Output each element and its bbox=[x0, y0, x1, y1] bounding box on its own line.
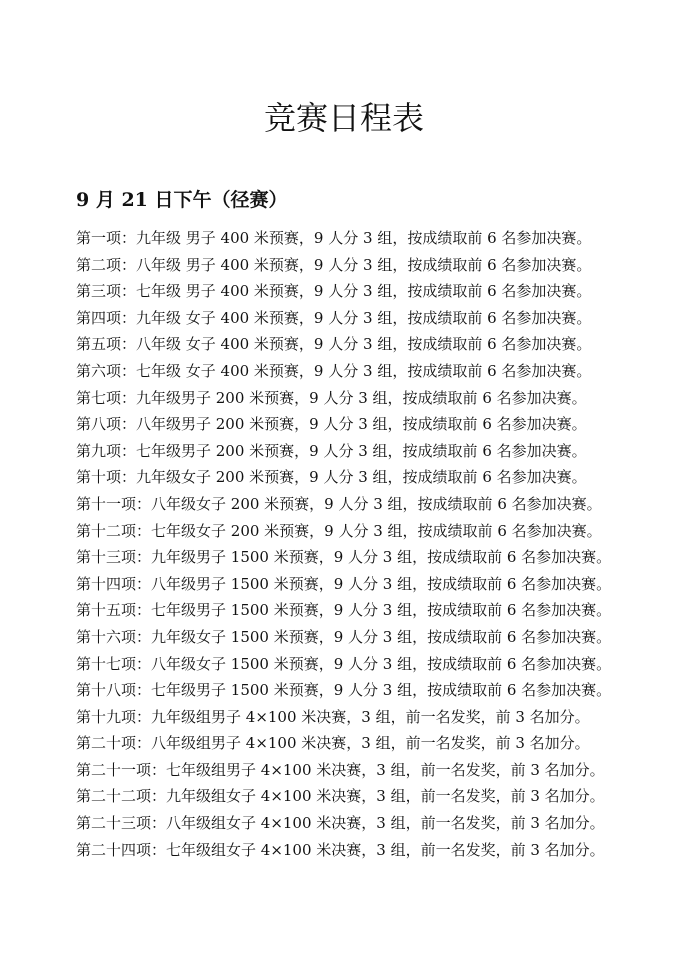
schedule-item: 第七项：九年级男子 200 米预赛，9 人分 3 组，按成绩取前 6 名参加决赛。 bbox=[76, 388, 587, 407]
schedule-item: 第八项：八年级男子 200 米预赛，9 人分 3 组，按成绩取前 6 名参加决赛。 bbox=[76, 415, 587, 434]
schedule-item: 第九项：七年级男子 200 米预赛，9 人分 3 组，按成绩取前 6 名参加决赛。 bbox=[76, 441, 587, 460]
schedule-item: 第二十一项：七年级组男子 4×100 米决赛，3 组，前一名发奖，前 3 名加分。 bbox=[76, 760, 605, 779]
schedule-item: 第五项：八年级 女子 400 米预赛，9 人分 3 组，按成绩取前 6 名参加决赛。 bbox=[76, 335, 592, 354]
schedule-item: 第二十二项：九年级组女子 4×100 米决赛，3 组，前一名发奖，前 3 名加分。 bbox=[76, 787, 605, 806]
schedule-item: 第一项：九年级 男子 400 米预赛，9 人分 3 组，按成绩取前 6 名参加决赛。 bbox=[76, 229, 592, 247]
schedule-item: 第二十项：八年级组男子 4×100 米决赛，3 组，前一名发奖，前 3 名加分。 bbox=[76, 734, 590, 753]
schedule-item: 第十六项：九年级女子 1500 米预赛，9 人分 3 组，按成绩取前 6 名参加决赛。 bbox=[76, 627, 612, 646]
section-heading: 9 月 21 日下午（径赛） bbox=[76, 189, 288, 211]
schedule-item: 第十项：九年级女子 200 米预赛，9 人分 3 组，按成绩取前 6 名参加决赛。 bbox=[76, 468, 587, 487]
schedule-item: 第十二项：七年级女子 200 米预赛，9 人分 3 组，按成绩取前 6 名参加决赛。 bbox=[76, 521, 602, 540]
page-title: 竞赛日程表 bbox=[263, 99, 424, 137]
schedule-item: 第六项：七年级 女子 400 米预赛，9 人分 3 组，按成绩取前 6 名参加决赛。 bbox=[76, 361, 592, 380]
schedule-item: 第三项：七年级 男子 400 米预赛，9 人分 3 组，按成绩取前 6 名参加决赛。 bbox=[76, 282, 592, 301]
schedule-item: 第十一项：八年级女子 200 米预赛，9 人分 3 组，按成绩取前 6 名参加决赛。 bbox=[76, 494, 602, 513]
schedule-item: 第十七项：八年级女子 1500 米预赛，9 人分 3 组，按成绩取前 6 名参加决赛。 bbox=[76, 654, 612, 673]
schedule-list bbox=[76, 225, 611, 863]
schedule-item: 第二项：八年级 男子 400 米预赛，9 人分 3 组，按成绩取前 6 名参加决赛。 bbox=[76, 255, 592, 274]
schedule-item: 第二十三项：八年级组女子 4×100 米决赛，3 组，前一名发奖，前 3 名加分。 bbox=[76, 814, 605, 833]
schedule-item: 第十九项：九年级组男子 4×100 米决赛，3 组，前一名发奖，前 3 名加分。 bbox=[76, 707, 590, 726]
schedule-item: 第十五项：七年级男子 1500 米预赛，9 人分 3 组，按成绩取前 6 名参加决赛。 bbox=[76, 601, 612, 620]
schedule-item: 第二十四项：七年级组女子 4×100 米决赛，3 组，前一名发奖，前 3 名加分。 bbox=[76, 840, 605, 859]
schedule-item: 第十八项：七年级男子 1500 米预赛，9 人分 3 组，按成绩取前 6 名参加决赛。 bbox=[76, 681, 612, 700]
schedule-item: 第四项：九年级 女子 400 米预赛，9 人分 3 组，按成绩取前 6 名参加决赛。 bbox=[76, 308, 592, 327]
schedule-item: 第十四项：八年级男子 1500 米预赛，9 人分 3 组，按成绩取前 6 名参加决赛。 bbox=[76, 574, 612, 593]
schedule-item: 第十三项：九年级男子 1500 米预赛，9 人分 3 组，按成绩取前 6 名参加决赛。 bbox=[76, 548, 612, 567]
